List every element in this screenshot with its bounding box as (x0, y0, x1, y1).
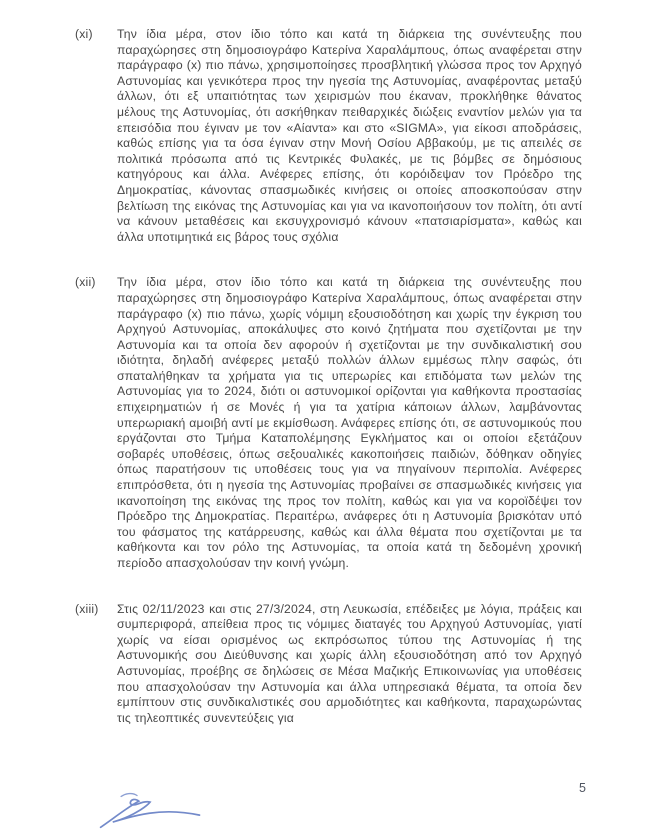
paragraph-label: (xi) (75, 27, 93, 41)
paragraph-body: Την ίδια μέρα, στον ίδιο τόπο και κατά τη διάρκεια της συνέντευξης που παραχώρησες στη δημοσιογράφο Κατερίνα Χαραλάμπους, όπως αναφέρεται στην παράγραφο (x) πιο πάνω, χρησιμοποίησες προσβλητική γλώσσα προς τον Αρχηγό Αστυνομίας και γενικότερα προς την ηγεσία της Αστυνομίας, αναφέροντας μεταξύ άλλων, ότι εξ υπαιτιότητας των χειρισμών που έκαναν, προκλήθηκε θάνατος μέλους της Αστυνομίας, ότι ασκήθηκαν πειθαρχικές διώξεις εναντίον μελών για τα επεισόδια που έγιναν με τον «Αίαντα» και στο «SIGMA», για είκοσι αποδράσεις, καθώς επίσης για τα όσα έγιναν στην Μονή Οσίου Αββακούμ, με τις απειλές σε πολιτικά πρόσωπα από τις Κεντρικές Φυλακές, με τις βόμβες σε δημόσιους κατηγόρους και άλλα. Ανέφερες επίσης, ότι κορόιδεψαν τον Πρόεδρο της Δημοκρατίας, κάνοντας σπασμωδικές κινήσεις οι οποίες αποσκοπούσαν στην βελτίωση της εικόνας της Αστυνομίας και για να ικανοποιήσουν τον πολίτη, ότι αντί να κάνουν μεταθέσεις και εκσυγχρονισμό κάνουν «πατσιαρίσματα», καθώς και άλλα υποτιμητικά εις βάρος τους σχόλια (117, 27, 582, 244)
paragraph-xiii (75, 602, 582, 727)
document-body (75, 27, 582, 726)
paragraph-label: (xii) (75, 275, 96, 290)
paragraph-xi (75, 27, 582, 245)
signature-ink (92, 789, 210, 831)
paragraph-label: (xiii) (75, 601, 99, 616)
paragraph-body: Την ίδια μέρα, στον ίδιο τόπο και κατά τη διάρκεια της συνέντευξης που παραχώρησες στη δημοσιογράφο Κατερίνα Χαραλάμπους, όπως αναφέρεται στην παράγραφο (x) πιο πάνω, χωρίς νόμιμη εξουσιοδότηση και χωρίς την έγκριση του Αρχηγού Αστυνομίας, αποκάλυψες στο κοινό ζητήματα που σχετίζονται με την Αστυνομία και τα οποία δεν αφορούν ή σχετίζονται με την συνδικαλιστική σου ιδιότητα, δηλαδή ανέφερες μεταξύ πολλών άλλων εμμέσως πλην σαφώς, ότι σπαταλήθηκαν τα χρήματα για τις υπερωρίες και επιδόματα των μελών της Αστυνομίας για το 2024, διότι οι αστυνομικοί ορίζονται για καθήκοντα προστασίας επιχειρηματιών ή σε Μονές ή για τα χατίρια κάποιων άλλων, λαμβάνοντας υπερωριακή αμοιβή αντί με εκμίσθωση. Ανάφερες επίσης ότι, σε αστυνομικούς που εργάζονται στο Τμήμα Καταπολέμησης Εγκλήματος και οι οποίοι εξετάζουν σοβαρές υποθέσεις, όπως σεξουαλικές κακοποιήσεις παιδιών, δόθηκαν οδηγίες όπως παρατήσουν τις υποθέσεις τους για να πηγαίνουν περιπολία. Ανέφερες επιπρόσθετα, ότι η ηγεσία της Αστυνομίας προβαίνει σε σπασμωδικές κινήσεις για ικανοποίηση της εικόνας της προς τον πολίτη, καθώς και για να κοροϊδέψει τον Πρόεδρο της Δημοκρατίας. Περαιτέρω, ανάφερες ότι η Αστυνομία βρισκόταν υπό του φάσματος της κατάρρευσης, καθώς και άλλα θέματα που σχετίζονται με τα καθήκοντα και τον ρόλο της Αστυνομίας, τα οποία κατά τη δεδομένη χρονική περίοδο απασχολούσαν την κοινή γνώμη. (117, 275, 582, 570)
paragraph-body: Στις 02/11/2023 και στις 27/3/2024, στη Λευκωσία, επέδειξες με λόγια, πράξεις και συμπεριφορά, απείθεια προς τις νόμιμες διαταγές του Αρχηγού Αστυνομίας, γιατί χωρίς να είσαι ορισμένος ως εκπρόσωπος τύπου της Αστυνομίας ή της Αστυνομικής σου Διεύθυνσης και χωρίς άλλη εξουσιοδότηση από τον Αρχηγό Αστυνομίας, προέβης σε δηλώσεις σε Μέσα Μαζικής Επικοινωνίας για υποθέσεις που απασχολούσαν την Αστυνομία και άλλα υπηρεσιακά θέματα, τα οποία δεν εμπίπτουν στις συνδικαλιστικές σου αρμοδιότητες και καθήκοντα, παραχωρώντας τις τηλεοπτικές συνεντεύξεις για (117, 601, 582, 725)
paragraph-xii (75, 275, 582, 571)
page-number: 5 (579, 781, 586, 795)
